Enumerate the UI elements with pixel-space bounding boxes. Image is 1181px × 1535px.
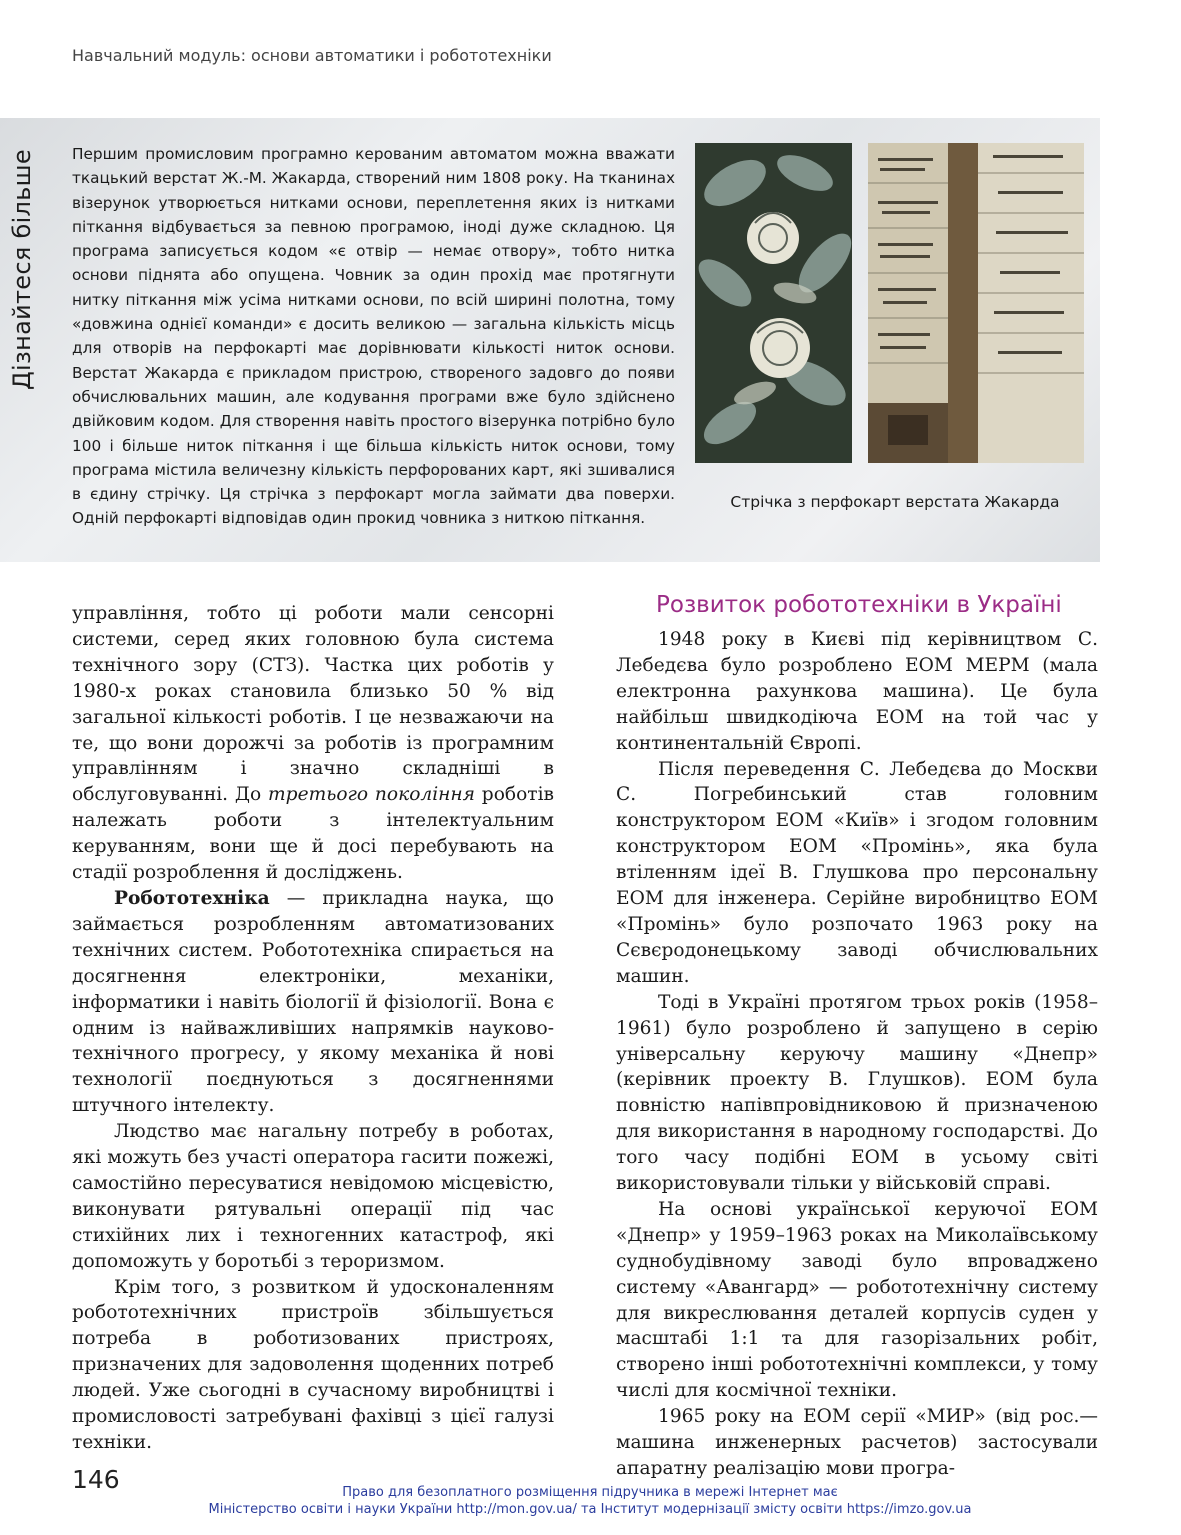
paragraph: Робототехніка — прикладна наука, що займається розробленням автоматизованих технічних систем. Робототехніка спирається на досягнення електроніки, механіки, інформатики і навіть біології й фізіології. Вона є одним із найважливіших напрямків науково-технічного прогресу, у якому механіка й нові технології поєднуються з досягненнями штучного інтелекту.	[72, 887, 554, 1117]
running-head: Навчальний модуль: основи автоматики і робототехніки	[72, 46, 552, 65]
paragraph: Людство має нагальну потребу в роботах, які можуть без участі оператора гасити пожежі, самостійно пересуватися невідомою місцевістю, виконувати рятувальні операції під час стихійних лих і техногенних катастроф, які допоможуть у боротьбі з тероризмом.	[72, 1121, 554, 1272]
left-column	[72, 601, 554, 1456]
paragraph: Тоді в Україні протягом трьох років (1958–1961) було розроблено й запущено в серію універсальну керуючу машину «Днепр» (керівник проекту В. Глушков). ЕОМ була повністю напівпровідниковою й призначеною для використання в народному господарстві. До того часу подібні ЕОМ в усьому світі використовували тільки у військовій справі.	[616, 991, 1098, 1195]
box-text: Першим промисловим програмно керованим автоматом можна вважати ткацький верстат Ж.-М. Жакарда, створений ним 1808 року. На тканинах візерунок утворюється нитками основи, переплетення яких із нитками піткання відбувається за певною програмою, іноді дуже складною. Ця програма записується кодом «є отвір — немає отвору», тобто нитка основи піднята або опущена. Човник за один прохід має протягнути нитку піткання між усіма нитками основи, по всій ширині полотна, тому «довжина однієї команди» є досить великою — загальна кількість місць для отворів на перфокарті має дорівнювати кількості ниток основи. Верстат Жакарда є прикладом пристрою, створеного задовго до появи обчислювальних машин, але кодування програми вже було здійснено двійковим кодом. Для створення навіть простого візерунка потрібно було 100 і більше ниток піткання і ще більша кількість ниток основи, тому програма містила величезну кількість перфорованих карт, які зшивалися в єдину стрічку. Ця стрічка з перфокарт могла займати два поверхи. Одній перфокарті відповідав один прокид човника з ниткою піткання.	[72, 145, 675, 528]
paragraph: На основі української керуючої ЕОМ «Днепр» у 1959–1963 роках на Миколаївському суднобудівному заводі було впроваджено систему «Авангард» — робототехнічну систему для викреслювання деталей корпусів суден у масштабі 1:1 та для газорізальних робіт, створено інші робототехнічні комплекси, у тому числі для космічної техніки.	[616, 1198, 1098, 1402]
paragraph: 1965 року на ЕОМ серії «МИР» (від рос.— машина инженерных расчетов) застосували апаратну реалізацію мови програ-	[616, 1406, 1098, 1479]
box-vertical-title: Дізнайтеся більше	[8, 149, 36, 390]
footer-line: Право для безоплатного розміщення підручника в мережі Інтернет має	[342, 1485, 838, 1500]
footer-notice	[190, 1484, 990, 1518]
term-robotics: Робототехніка	[114, 887, 270, 909]
punch-cards-photo	[868, 143, 1084, 463]
paragraph: управління, тобто ці роботи мали сенсорні системи, серед яких головною була система технічного зору (СТЗ). Частка цих роботів у 1980-х роках становила близько 50 % від загальної кількості роботів. І це незважаючи на те, що вони дорожчі за роботів із програмним управлінням і значно складніші в обслуговуванні. До третього покоління роботів належать роботи з інтелектуальним керуванням, вони ще й досі перебувають на стадії розроблення й досліджень.	[72, 603, 554, 884]
paragraph: Крім того, з розвитком й удосконаленням робототехнічних пристроїв збільшується потреба в роботизованих пристроях, призначених для задоволення щоденних потреб людей. Уже сьогодні в сучасному виробництві і промисловості затребувані фахівці з цієї галузі техніки.	[72, 1276, 554, 1453]
footer-line: Міністерство освіти і науки України http://mon.gov.ua/ та Інститут модернізації змісту освіти https://imzo.gov.ua	[208, 1502, 972, 1517]
paragraph: 1948 року в Києві під керівництвом С. Лебедєва було розроблено ЕОМ МЕРМ (мала електронна рахункова машина). Це була найбільш швидкодіюча ЕОМ на той час у континентальній Європі.	[616, 629, 1098, 754]
fabric-photo	[695, 143, 852, 463]
section-title: Розвиток робототехніки в Україні	[656, 592, 1062, 618]
paragraph: Після переведення С. Лебедєва до Москви С. Погребинський став головним конструктором ЕОМ «Київ» і згодом головним конструктором ЕОМ «Промінь», яка була втіленням ідеї В. Глушкова про персональну ЕОМ для інженера. Серійне виробництво ЕОМ «Промінь» було розпочато 1963 року на Сєвєродонецькому заводі обчислювальних машин.	[616, 758, 1098, 987]
page-number: 146	[72, 1465, 120, 1494]
right-column	[616, 627, 1098, 1482]
photo-caption: Стрічка з перфокарт верстата Жакарда	[730, 493, 1060, 511]
